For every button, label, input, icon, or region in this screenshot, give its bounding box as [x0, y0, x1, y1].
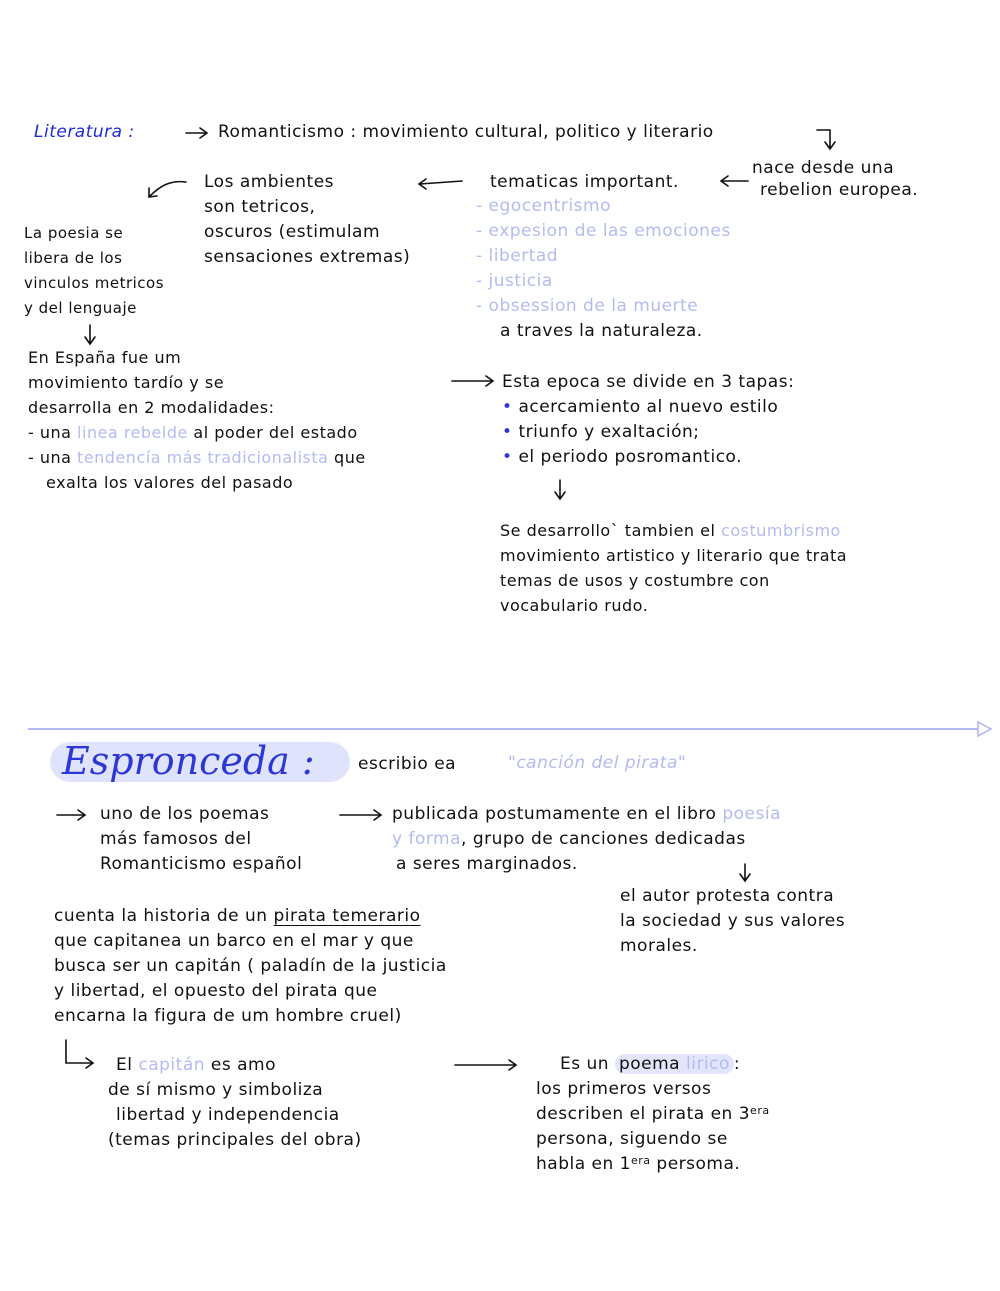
pirata-temerario: pirata temerario — [273, 906, 421, 926]
modalidad-highlight: linea rebelde — [77, 423, 188, 442]
cuenta-line: cuenta la historia de un pirata temerario — [54, 906, 421, 926]
poesia-line: y del lenguaje — [24, 299, 137, 317]
arrow-hook-icon — [66, 1040, 93, 1068]
espana-line: En España fue um — [28, 348, 182, 367]
arrow-curve-icon — [149, 182, 186, 197]
capitan-block — [108, 1053, 362, 1153]
ambientes-block — [204, 170, 410, 270]
uno-block — [100, 802, 302, 877]
publicada-line: y forma, grupo de canciones dedicadas — [392, 829, 746, 849]
bullet-icon: • — [502, 397, 519, 417]
costumbrismo-line: Se desarrollo` tambien el costumbrismo — [500, 521, 841, 540]
ambientes-line: son tetricos, — [204, 197, 316, 217]
cuenta-block — [54, 904, 447, 1029]
list-item: - expesion de las emociones — [476, 221, 731, 241]
arrow-down-icon — [555, 480, 565, 499]
poesia-block — [24, 221, 164, 321]
poema-lirico-highlight: poema lirico — [615, 1054, 734, 1074]
arrow-left-icon — [721, 176, 748, 186]
arrow-right-icon — [340, 810, 381, 820]
cuenta-line: encarna la figura de um hombre cruel) — [54, 1006, 402, 1026]
espana-block — [28, 345, 366, 495]
poema-line: Es un poema lirico : — [560, 1054, 741, 1074]
uno-line: más famosos del — [100, 829, 252, 849]
poema-line: persona, siguendo se — [536, 1129, 728, 1149]
libro-title: y forma — [392, 829, 462, 849]
nace-block — [752, 156, 918, 203]
escribio-text: escribio ea — [358, 754, 457, 774]
arrow-right-icon — [455, 1060, 516, 1070]
nace-line: rebelion europea. — [760, 180, 919, 200]
capitan-line: de sí mismo y simboliza — [108, 1080, 324, 1100]
tematicas-list — [476, 194, 731, 344]
espana-line: movimiento tardío y se — [28, 373, 225, 392]
arrow-left-icon — [419, 179, 462, 189]
modalidad-2: - una tendencía más tradicionalista que — [28, 448, 366, 467]
modalidad-1: - una linea rebelde al poder del estado — [28, 423, 358, 442]
ambientes-line: sensaciones extremas) — [204, 247, 411, 267]
capitan-line: (temas principales del obra) — [108, 1130, 362, 1150]
cancion-title: "canción del pirata" — [508, 753, 687, 773]
title-text: Espronceda : — [62, 739, 315, 783]
autor-line: el autor protesta contra — [620, 886, 835, 906]
capitan-word: capitán — [138, 1055, 206, 1075]
list-item: - libertad — [476, 246, 559, 266]
modalidad-2-cont: exalta los valores del pasado — [46, 473, 294, 492]
cuenta-line: y libertad, el opuesto del pirata que — [54, 981, 378, 1001]
romanticismo-definition: Romanticismo : movimiento cultural, politico y literario — [218, 122, 714, 142]
etapa-item: • el periodo posromantico. — [502, 447, 743, 467]
publicada-line: publicada postumamente en el libro poesía — [392, 804, 782, 824]
poesia-line: vinculos metricos — [24, 274, 165, 292]
arrow-right-icon — [186, 128, 207, 138]
list-item: - justicia — [476, 271, 553, 291]
costumbrismo-line: temas de usos y costumbre con — [500, 571, 770, 590]
costumbrismo-line: vocabulario rudo. — [500, 596, 649, 615]
uno-line: uno de los poemas — [100, 804, 270, 824]
etapa-item: • acercamiento al nuevo estilo — [502, 397, 779, 417]
arrow-right-icon — [452, 376, 493, 386]
nace-line: nace desde una — [752, 158, 895, 178]
autor-block — [620, 884, 845, 959]
poema-block — [536, 1052, 770, 1177]
epoca-line: Esta epoca se divide en 3 tapas: — [502, 372, 795, 392]
etapa-item: • triunfo y exaltación; — [502, 422, 700, 442]
poema-line: los primeros versos — [536, 1079, 712, 1099]
heading-literatura: Literatura : — [34, 122, 135, 142]
costumbrismo-block — [500, 518, 847, 618]
ambientes-line: oscuros (estimulam — [204, 222, 381, 242]
autor-line: morales. — [620, 936, 698, 956]
costumbrismo-word: costumbrismo — [721, 521, 841, 540]
poesia-line: La poesia se — [24, 224, 124, 242]
costumbrismo-line: movimiento artistico y literario que trata — [500, 546, 848, 565]
cuenta-line: busca ser un capitán ( paladín de la justicia — [54, 956, 447, 976]
bullet-icon: • — [502, 422, 519, 442]
naturaleza-line: a traves la naturaleza. — [500, 321, 703, 341]
publicada-block — [392, 802, 781, 877]
epoca-block — [502, 370, 794, 470]
bullet-icon: • — [502, 447, 519, 467]
poema-line: habla en $1^{era}$ persoma. — [536, 1154, 741, 1174]
modalidad-highlight: tendencía más tradicionalista — [77, 448, 329, 467]
arrow-down-icon — [817, 130, 835, 149]
capitan-line: El capitán es amo — [116, 1055, 277, 1075]
espana-line: desarrolla en 2 modalidades: — [28, 398, 275, 417]
autor-line: la sociedad y sus valores — [620, 911, 846, 931]
list-item: - obsession de la muerte — [476, 296, 699, 316]
tematicas-label: tematicas important. — [490, 172, 679, 192]
list-item: - egocentrismo — [476, 196, 611, 216]
uno-line: Romanticismo español — [100, 854, 303, 874]
title-espronceda — [50, 739, 350, 783]
cuenta-line: que capitanea un barco en el mar y que — [54, 931, 414, 951]
publicada-line: a seres marginados. — [396, 854, 578, 874]
arrow-right-icon — [57, 810, 85, 820]
capitan-line: libertad y independencia — [116, 1105, 340, 1125]
divider-arrow-icon — [978, 722, 991, 736]
poema-line: describen el pirata en $3^{era}$ — [536, 1104, 770, 1124]
poesia-line: libera de los — [24, 249, 123, 267]
libro-title: poesía — [722, 804, 782, 824]
ambientes-line: Los ambientes — [204, 172, 335, 192]
arrow-down-icon — [85, 325, 95, 344]
